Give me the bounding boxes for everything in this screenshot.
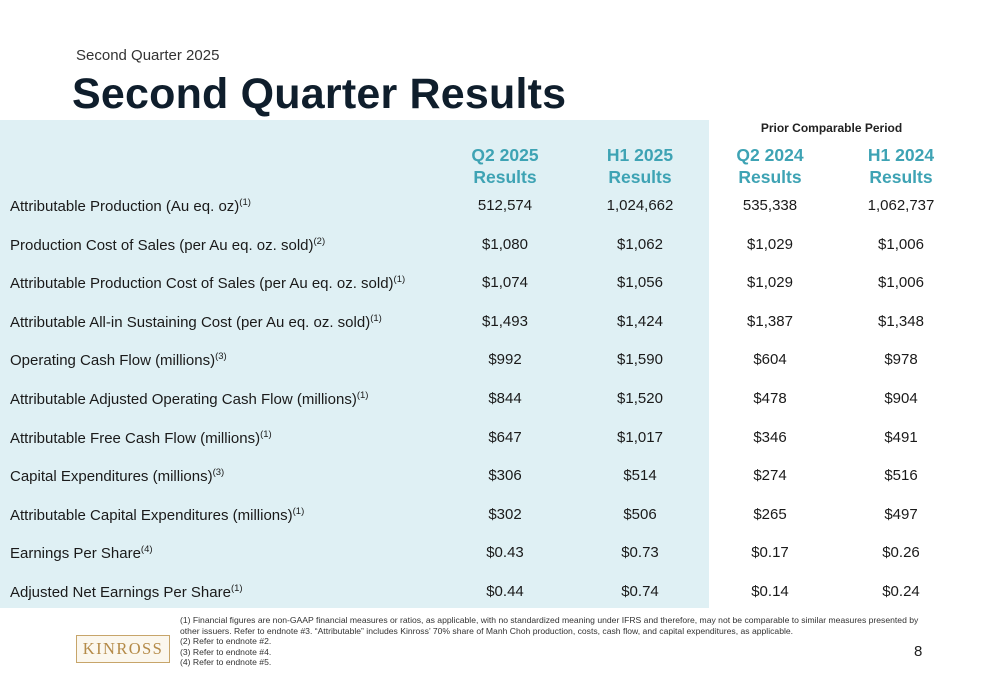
- metric-name: Earnings Per Share: [10, 545, 141, 563]
- eyebrow: Second Quarter 2025: [76, 47, 220, 64]
- footnote-marker: (1): [230, 583, 243, 594]
- column-header-results: Results: [738, 167, 802, 187]
- footnote-marker: (4): [140, 544, 153, 556]
- table-cell: $0.44: [486, 583, 524, 600]
- table-cell: $1,017: [617, 428, 663, 446]
- table-cell: $844: [488, 390, 522, 407]
- metric-name: Attributable Free Cash Flow (millions): [10, 429, 261, 447]
- page-title: Second Quarter Results: [72, 70, 567, 118]
- footnote: (1) Financial figures are non-GAAP financial measures or ratios, as applicable, with no standardized meaning under IFRS and therefore, may not be comparable to similar measures presented by other issuers. Refer to endnote #3. “Attributable” includes Kinross’ 70% share of Manh Choh production, costs, cash flow, and capital expenditures, as applicable.: [180, 615, 919, 636]
- table-cell: $497: [884, 505, 918, 523]
- table-cell: $1,590: [617, 351, 663, 369]
- row-label: [10, 313, 382, 331]
- table-cell: $1,056: [617, 274, 663, 292]
- footnote-marker: (1): [260, 428, 272, 440]
- table-cell: $1,062: [617, 235, 663, 253]
- row-label: [10, 544, 153, 562]
- table-cell: $346: [753, 428, 787, 446]
- table-cell: $0.14: [751, 583, 789, 600]
- kinross-logo: [76, 635, 170, 663]
- footnote: (3) Refer to endnote #4.: [180, 646, 272, 657]
- table-cell: $265: [753, 505, 787, 523]
- column-header-period: H1 2025: [606, 145, 674, 165]
- column-header: [575, 144, 705, 188]
- footnote-marker: (3): [215, 351, 227, 363]
- metric-name: Operating Cash Flow (millions): [10, 352, 216, 370]
- metric-name: Attributable Production (Au eq. oz): [10, 198, 240, 215]
- column-header-period: Q2 2024: [736, 145, 804, 165]
- metric-name: Capital Expenditures (millions): [10, 468, 213, 486]
- column-header: [705, 144, 835, 188]
- row-label: [10, 236, 325, 254]
- footnote: (2) Refer to endnote #2.: [180, 636, 272, 647]
- table-cell: $1,029: [747, 274, 793, 292]
- table-cell: $0.73: [621, 544, 659, 562]
- metric-name: Adjusted Net Earnings Per Share: [10, 584, 231, 601]
- table-cell: 512,574: [477, 197, 533, 214]
- column-header: [440, 144, 570, 188]
- table-cell: $1,493: [482, 312, 528, 330]
- table-cell: $1,006: [878, 274, 924, 292]
- table-cell: $491: [884, 428, 918, 446]
- row-label: [10, 467, 224, 485]
- table-cell: $0.43: [486, 544, 524, 562]
- table-cell: $1,520: [617, 390, 663, 407]
- footnote-marker: (1): [239, 197, 251, 208]
- footnotes: [180, 615, 923, 668]
- column-header-results: Results: [473, 167, 537, 187]
- footnote-marker: (2): [313, 235, 326, 247]
- row-label: [10, 429, 272, 447]
- table-cell: $514: [623, 467, 657, 485]
- table-cell: 1,024,662: [606, 197, 674, 214]
- table-cell: $0.26: [882, 544, 920, 562]
- column-header-results: Results: [608, 167, 672, 187]
- table-cell: 535,338: [742, 197, 798, 214]
- table-cell: $0.74: [621, 583, 659, 600]
- row-label: [10, 351, 227, 369]
- metric-name: Attributable Capital Expenditures (millions): [10, 506, 293, 524]
- metric-name: Attributable Production Cost of Sales (per Au eq. oz. sold): [10, 275, 394, 293]
- table-cell: $0.24: [882, 583, 920, 600]
- metric-name: Attributable All-in Sustaining Cost (per Au eq. oz. sold): [10, 313, 371, 331]
- table-cell: $478: [753, 390, 787, 407]
- footnote-marker: (1): [393, 274, 406, 286]
- column-header-results: Results: [869, 167, 933, 187]
- table-cell: $647: [488, 428, 522, 446]
- row-label: [10, 274, 405, 292]
- table-cell: $306: [488, 467, 522, 485]
- row-label: [10, 390, 368, 408]
- table-cell: $1,074: [482, 274, 528, 292]
- metric-name: Attributable Adjusted Operating Cash Flow (millions): [10, 391, 357, 408]
- prior-period-label: Prior Comparable Period: [760, 121, 903, 135]
- table-cell: 1,062,737: [867, 197, 935, 214]
- footnote-marker: (1): [356, 390, 369, 401]
- footnote-marker: (1): [292, 505, 305, 517]
- row-label: [10, 506, 304, 524]
- table-cell: $1,029: [747, 235, 793, 253]
- table-cell: $1,348: [878, 312, 924, 330]
- table-cell: $1,080: [482, 235, 528, 253]
- metric-name: Production Cost of Sales (per Au eq. oz. sold): [10, 236, 314, 254]
- table-cell: $1,387: [747, 312, 793, 330]
- table-cell: $274: [753, 467, 787, 485]
- row-label: [10, 197, 251, 215]
- page-number: 8: [914, 643, 923, 660]
- table-cell: $516: [884, 467, 918, 485]
- table-cell: $904: [884, 390, 918, 407]
- column-header-period: H1 2024: [867, 145, 935, 165]
- table-cell: $0.17: [751, 544, 789, 562]
- logo-text: KINROSS: [82, 639, 164, 658]
- footnote: (4) Refer to endnote #5.: [180, 657, 272, 668]
- footnote-marker: (3): [212, 467, 225, 479]
- table-cell: $1,424: [617, 312, 663, 330]
- table-cell: $1,006: [878, 235, 924, 253]
- table-cell: $302: [488, 505, 522, 523]
- table-cell: $604: [753, 351, 787, 369]
- table-cell: $978: [884, 351, 918, 369]
- column-header-period: Q2 2025: [471, 145, 539, 165]
- table-cell: $992: [488, 351, 522, 369]
- column-header: [836, 144, 966, 188]
- row-label: [10, 583, 243, 601]
- table-cell: $506: [623, 505, 657, 523]
- footnote-marker: (1): [370, 312, 382, 324]
